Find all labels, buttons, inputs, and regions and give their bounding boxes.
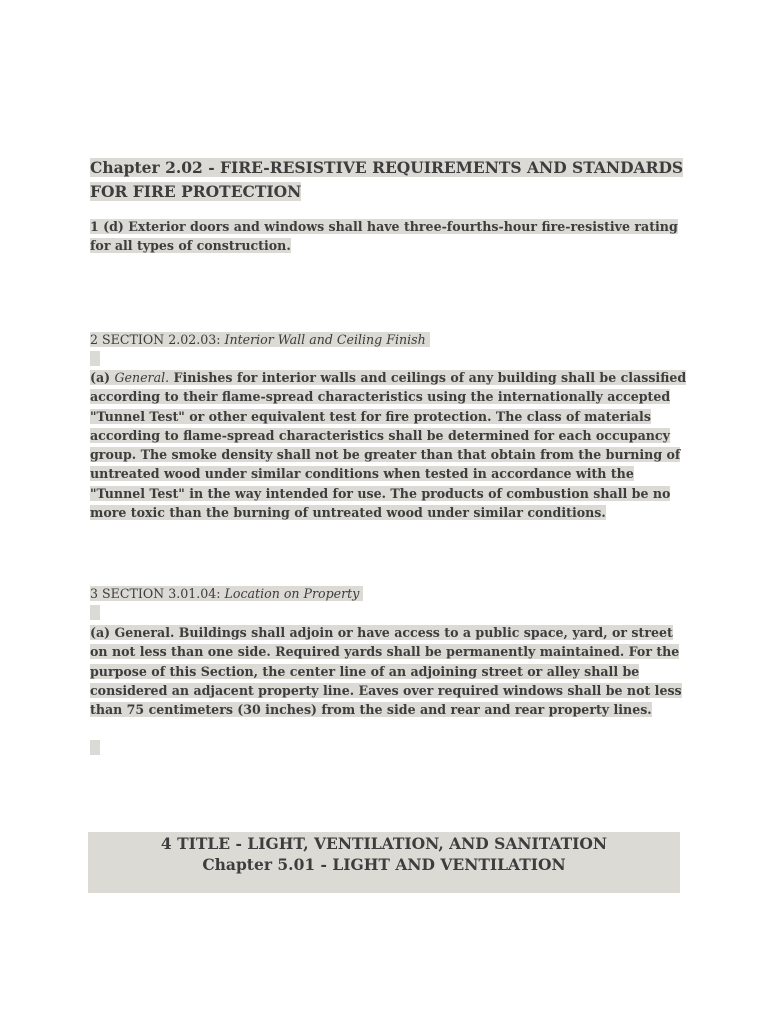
section-2-number: 2 SECTION 2.02.03: bbox=[90, 332, 221, 347]
section-3-paragraph bbox=[90, 623, 690, 719]
blank-highlight-line bbox=[90, 740, 100, 755]
title-line-2: Chapter 5.01 - LIGHT AND VENTILATION bbox=[202, 855, 566, 874]
section-2-heading bbox=[90, 330, 690, 349]
section-3-number: 3 SECTION 3.01.04: bbox=[90, 586, 221, 601]
blank-highlight-line bbox=[90, 605, 100, 620]
section-2-title: Interior Wall and Ceiling Finish bbox=[224, 332, 426, 347]
chapter-heading-text: Chapter 2.02 - FIRE-RESISTIVE REQUIREMENTS AND STANDARDS FOR FIRE PROTECTION bbox=[90, 158, 684, 201]
item-1-text: 1 (d) Exterior doors and windows shall have three-fourths-hour fire-resistive rating for all types of construction. bbox=[90, 219, 678, 254]
section-3-heading bbox=[90, 584, 690, 603]
section-2-para-text: Finishes for interior walls and ceilings of any building shall be classified according to their flame-spread characteristics using the internationally accepted "Tunnel Test" or other equivalent test for fire protection. The class of materials according to flame-spread characteristics shall be determined for each occupancy group. The smoke density shall not be greater than that obtain from the burning of untreated wood under similar conditions when tested in accordance with the "Tunnel Test" in the way intended for use. The products of combustion shall be no more toxic than the burning of untreated wood under similar conditions. bbox=[90, 370, 687, 521]
item-1-paragraph bbox=[90, 217, 690, 256]
section-2-para-label-italic: General. bbox=[114, 370, 170, 385]
blank-highlight-line bbox=[90, 351, 100, 366]
title-line-1: 4 TITLE - LIGHT, VENTILATION, AND SANITATION bbox=[160, 834, 608, 853]
title-box bbox=[88, 832, 680, 893]
section-3-para-text: (a) General. Buildings shall adjoin or have access to a public space, yard, or street on not less than one side. Required yards shall be permanently maintained. For the purpose of this Section, the center line of an adjoining street or alley shall be considered an adjacent property line. Eaves over required windows shall be not less than 75 centimeters (30 inches) from the side and rear and rear property lines. bbox=[90, 625, 682, 718]
section-2-paragraph bbox=[90, 368, 690, 522]
section-2-para-label: (a) bbox=[90, 370, 111, 385]
document-page bbox=[90, 0, 690, 1024]
chapter-heading bbox=[90, 156, 690, 204]
section-3-title: Location on Property bbox=[224, 586, 360, 601]
